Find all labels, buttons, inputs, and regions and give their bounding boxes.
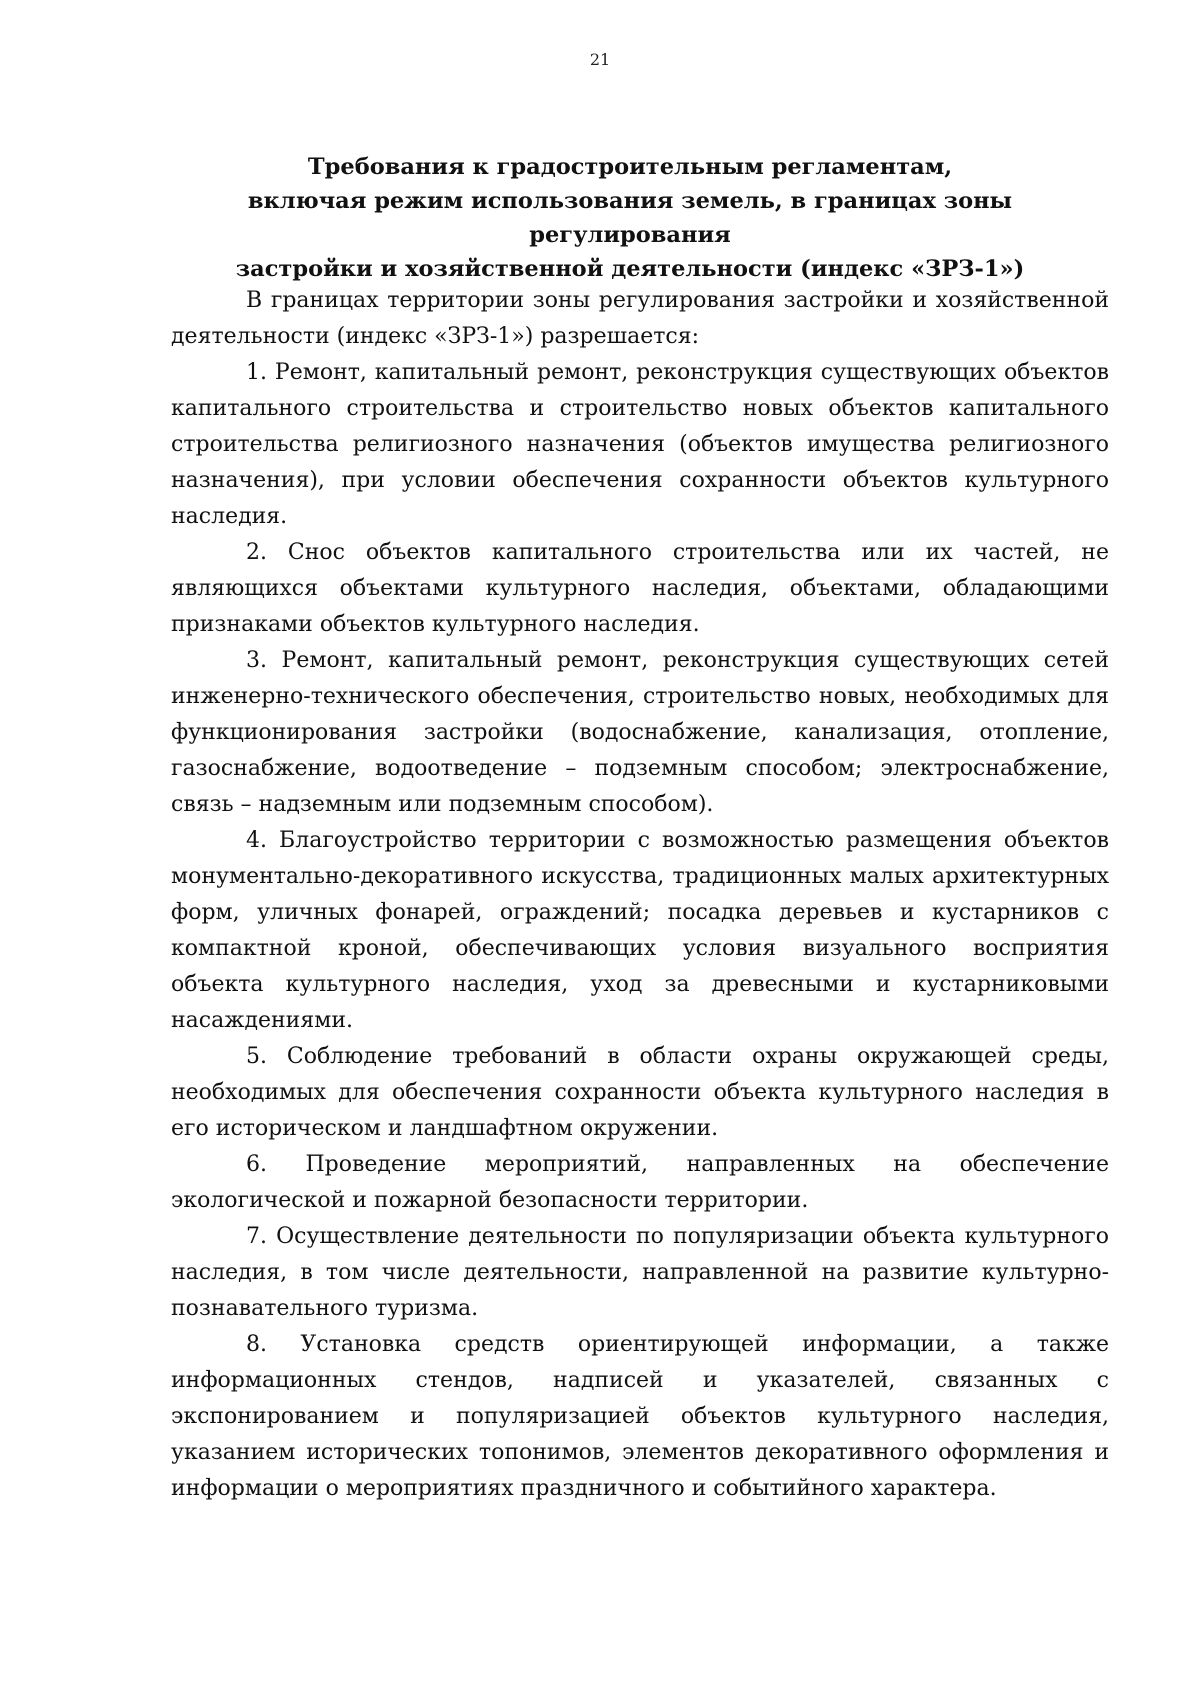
list-item: 6. Проведение мероприятий, направленных на обеспечение экологической и пожарной безопасности территории. [171, 1152, 1109, 1213]
title-line-3: застройки и хозяйственной деятельности (индекс «ЗРЗ-1») [235, 256, 1025, 282]
document-body [171, 283, 1109, 1507]
document-title [160, 150, 1100, 286]
list-item: 1. Ремонт, капитальный ремонт, реконструкция существующих объектов капитального строительства и строительство новых объектов капитального строительства религиозного назначения (объектов имущества религиозного назначения), при условии обеспечения сохранности объектов культурного наследия. [171, 360, 1109, 529]
list-item: 3. Ремонт, капитальный ремонт, реконструкция существующих сетей инженерно-технического обеспечения, строительство новых, необходимых для функционирования застройки (водоснабжение, канализация, отопление, газоснабжение, водоотведение – подземным способом; электроснабжение, связь – надземным или подземным способом). [171, 648, 1109, 817]
list-item: 2. Снос объектов капитального строительства или их частей, не являющихся объектами культурного наследия, объектами, обладающими признаками объектов культурного наследия. [171, 540, 1109, 637]
page-number: 21 [589, 50, 611, 69]
list-item: 8. Установка средств ориентирующей информации, а также информационных стендов, надписей и указателей, связанных с экспонированием и популяризацией объектов культурного наследия, указанием исторических топонимов, элементов декоративного оформления и информации о мероприятиях праздничного и событийного характера. [171, 1332, 1109, 1501]
intro-paragraph: В границах территории зоны регулирования застройки и хозяйственной деятельности (индекс «ЗРЗ-1») разрешается: [171, 288, 1109, 349]
list-item: 7. Осуществление деятельности по популяризации объекта культурного наследия, в том числе деятельности, направленной на развитие культурно-познавательного туризма. [171, 1224, 1109, 1321]
list-item: 5. Соблюдение требований в области охраны окружающей среды, необходимых для обеспечения сохранности объекта культурного наследия в его историческом и ландшафтном окружении. [171, 1044, 1109, 1141]
list-item: 4. Благоустройство территории с возможностью размещения объектов монументально-декоративного искусства, традиционных малых архитектурных форм, уличных фонарей, ограждений; посадка деревьев и кустарников с компактной кроной, обеспечивающих условия визуального восприятия объекта культурного наследия, уход за древесными и кустарниковыми насаждениями. [171, 828, 1109, 1033]
title-line-1: Требования к градостроительным регламентам, [307, 154, 953, 180]
title-line-2: включая режим использования земель, в границах зоны регулирования [247, 188, 1013, 248]
